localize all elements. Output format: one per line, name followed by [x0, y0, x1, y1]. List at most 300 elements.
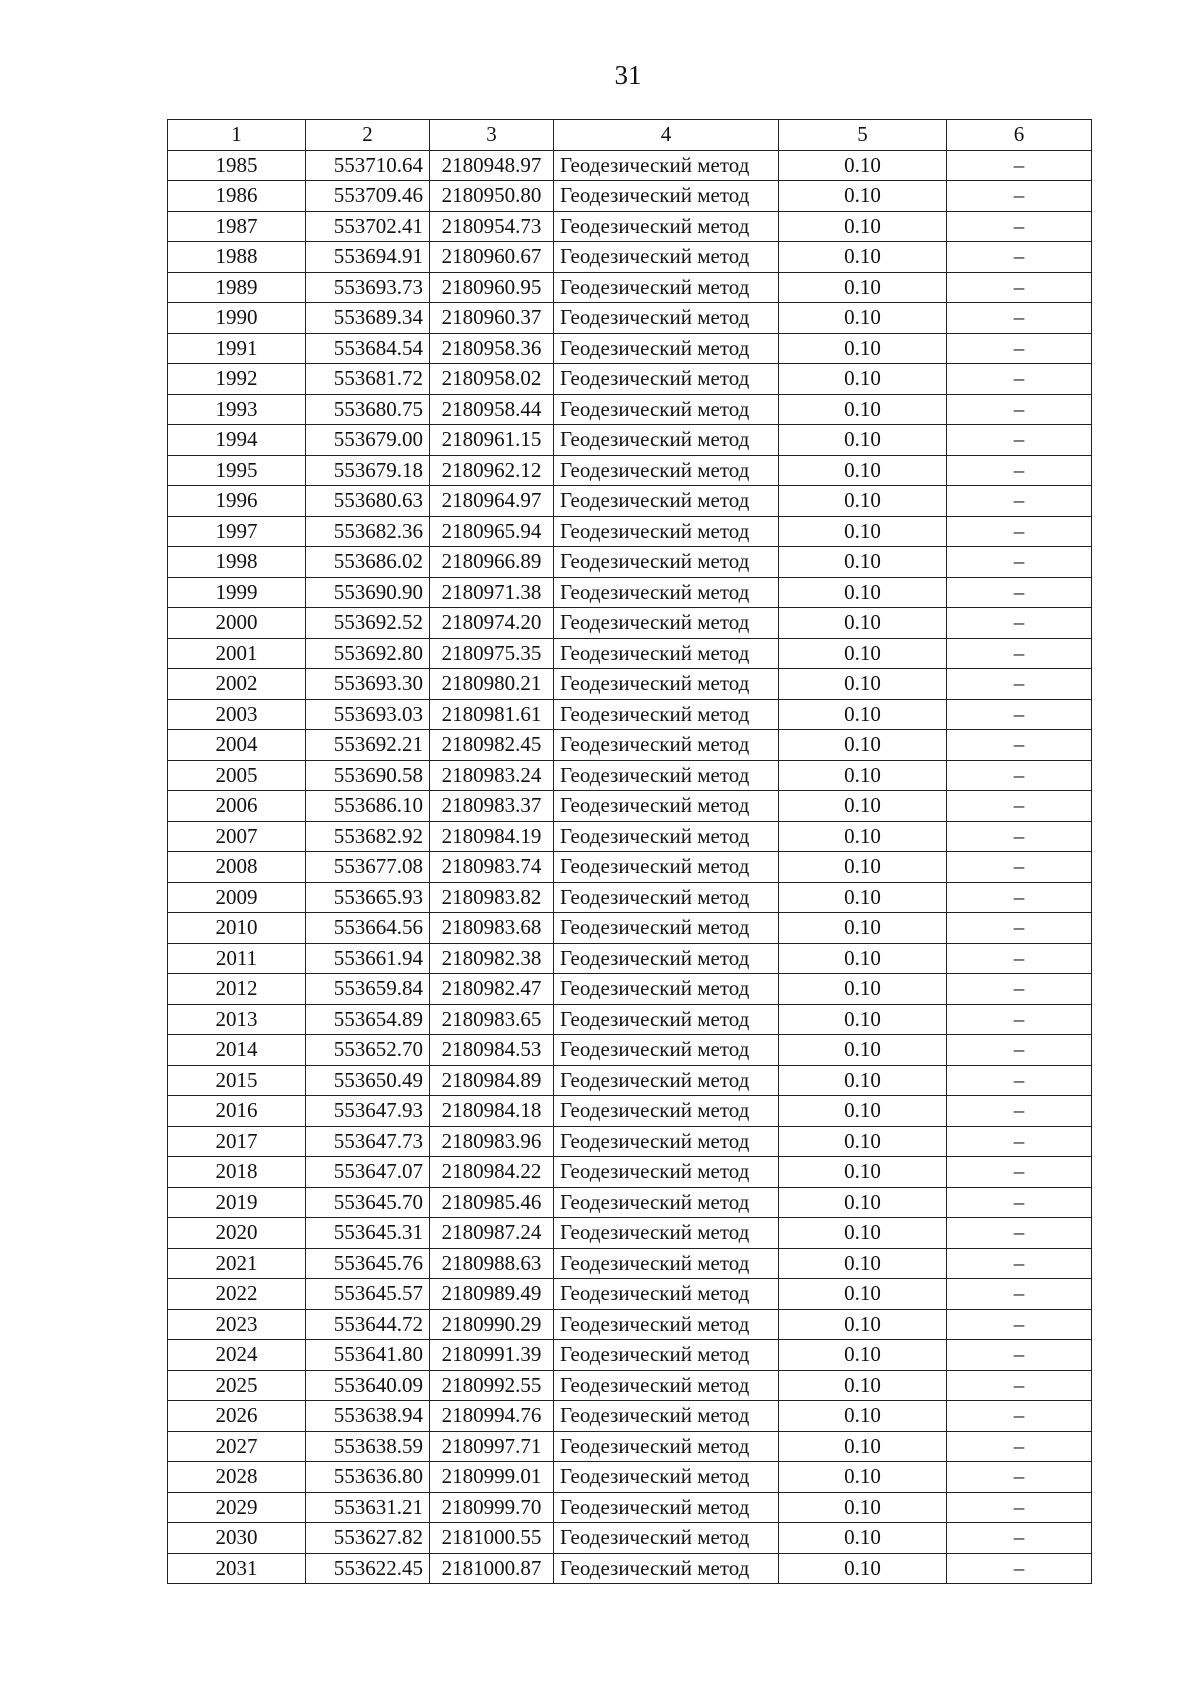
method-cell: Геодезический метод — [554, 1096, 779, 1127]
table-row — [168, 699, 1092, 730]
y-coordinate-cell: 2181000.87 — [430, 1553, 554, 1584]
table-row — [168, 730, 1092, 761]
point-number-cell: 2007 — [168, 821, 306, 852]
method-cell: Геодезический метод — [554, 486, 779, 517]
note-cell: – — [947, 425, 1092, 456]
note-cell: – — [947, 516, 1092, 547]
x-coordinate-cell: 553647.73 — [306, 1126, 430, 1157]
point-number-cell: 1986 — [168, 181, 306, 212]
table-row — [168, 1218, 1092, 1249]
note-cell: – — [947, 1004, 1092, 1035]
point-number-cell: 2019 — [168, 1187, 306, 1218]
point-number-cell: 2020 — [168, 1218, 306, 1249]
point-number-cell: 1993 — [168, 394, 306, 425]
method-cell: Геодезический метод — [554, 1065, 779, 1096]
point-number-cell: 1988 — [168, 242, 306, 273]
table-row — [168, 1553, 1092, 1584]
method-cell: Геодезический метод — [554, 699, 779, 730]
table-row — [168, 1492, 1092, 1523]
table-row — [168, 547, 1092, 578]
accuracy-cell: 0.10 — [779, 272, 947, 303]
accuracy-cell: 0.10 — [779, 547, 947, 578]
accuracy-cell: 0.10 — [779, 1462, 947, 1493]
accuracy-cell: 0.10 — [779, 1004, 947, 1035]
note-cell: – — [947, 1523, 1092, 1554]
table-row — [168, 913, 1092, 944]
point-number-cell: 1989 — [168, 272, 306, 303]
y-coordinate-cell: 2180983.37 — [430, 791, 554, 822]
table-row — [168, 242, 1092, 273]
method-cell: Геодезический метод — [554, 364, 779, 395]
table-row — [168, 974, 1092, 1005]
method-cell: Геодезический метод — [554, 1218, 779, 1249]
x-coordinate-cell: 553638.59 — [306, 1431, 430, 1462]
point-number-cell: 1990 — [168, 303, 306, 334]
accuracy-cell: 0.10 — [779, 791, 947, 822]
y-coordinate-cell: 2180982.38 — [430, 943, 554, 974]
x-coordinate-cell: 553644.72 — [306, 1309, 430, 1340]
point-number-cell: 2000 — [168, 608, 306, 639]
method-cell: Геодезический метод — [554, 577, 779, 608]
accuracy-cell: 0.10 — [779, 242, 947, 273]
accuracy-cell: 0.10 — [779, 882, 947, 913]
x-coordinate-cell: 553680.63 — [306, 486, 430, 517]
x-coordinate-cell: 553692.52 — [306, 608, 430, 639]
accuracy-cell: 0.10 — [779, 181, 947, 212]
table-row — [168, 1431, 1092, 1462]
method-cell: Геодезический метод — [554, 1553, 779, 1584]
point-number-cell: 2015 — [168, 1065, 306, 1096]
method-cell: Геодезический метод — [554, 516, 779, 547]
point-number-cell: 2003 — [168, 699, 306, 730]
y-coordinate-cell: 2180948.97 — [430, 150, 554, 181]
y-coordinate-cell: 2180961.15 — [430, 425, 554, 456]
note-cell: – — [947, 1035, 1092, 1066]
x-coordinate-cell: 553664.56 — [306, 913, 430, 944]
accuracy-cell: 0.10 — [779, 730, 947, 761]
point-number-cell: 1997 — [168, 516, 306, 547]
note-cell: – — [947, 1340, 1092, 1371]
method-cell: Геодезический метод — [554, 1492, 779, 1523]
point-number-cell: 1987 — [168, 211, 306, 242]
point-number-cell: 2008 — [168, 852, 306, 883]
note-cell: – — [947, 943, 1092, 974]
point-number-cell: 2023 — [168, 1309, 306, 1340]
table-row — [168, 1248, 1092, 1279]
method-cell: Геодезический метод — [554, 242, 779, 273]
table-row — [168, 425, 1092, 456]
table-row — [168, 333, 1092, 364]
note-cell: – — [947, 699, 1092, 730]
table-row — [168, 181, 1092, 212]
note-cell: – — [947, 1492, 1092, 1523]
y-coordinate-cell: 2180960.67 — [430, 242, 554, 273]
accuracy-cell: 0.10 — [779, 425, 947, 456]
point-number-cell: 1991 — [168, 333, 306, 364]
table-row — [168, 882, 1092, 913]
x-coordinate-cell: 553659.84 — [306, 974, 430, 1005]
table-row — [168, 608, 1092, 639]
table-row — [168, 852, 1092, 883]
point-number-cell: 2001 — [168, 638, 306, 669]
note-cell: – — [947, 730, 1092, 761]
table-row — [168, 1126, 1092, 1157]
y-coordinate-cell: 2180997.71 — [430, 1431, 554, 1462]
x-coordinate-cell: 553647.07 — [306, 1157, 430, 1188]
y-coordinate-cell: 2180999.70 — [430, 1492, 554, 1523]
point-number-cell: 2026 — [168, 1401, 306, 1432]
y-coordinate-cell: 2180994.76 — [430, 1401, 554, 1432]
note-cell: – — [947, 150, 1092, 181]
y-coordinate-cell: 2180984.89 — [430, 1065, 554, 1096]
table-row — [168, 516, 1092, 547]
y-coordinate-cell: 2180990.29 — [430, 1309, 554, 1340]
point-number-cell: 1994 — [168, 425, 306, 456]
point-number-cell: 2009 — [168, 882, 306, 913]
table-row — [168, 1462, 1092, 1493]
x-coordinate-cell: 553650.49 — [306, 1065, 430, 1096]
page-number: 31 — [614, 60, 642, 90]
point-number-cell: 2030 — [168, 1523, 306, 1554]
method-cell: Геодезический метод — [554, 272, 779, 303]
accuracy-cell: 0.10 — [779, 1523, 947, 1554]
table-row — [168, 303, 1092, 334]
x-coordinate-cell: 553690.58 — [306, 760, 430, 791]
note-cell: – — [947, 1065, 1092, 1096]
table-row — [168, 1187, 1092, 1218]
x-coordinate-cell: 553679.18 — [306, 455, 430, 486]
accuracy-cell: 0.10 — [779, 1370, 947, 1401]
note-cell: – — [947, 272, 1092, 303]
point-number-cell: 2021 — [168, 1248, 306, 1279]
note-cell: – — [947, 974, 1092, 1005]
method-cell: Геодезический метод — [554, 1523, 779, 1554]
y-coordinate-cell: 2180984.22 — [430, 1157, 554, 1188]
column-header: 6 — [947, 120, 1092, 151]
note-cell: – — [947, 1248, 1092, 1279]
note-cell: – — [947, 1096, 1092, 1127]
x-coordinate-cell: 553693.03 — [306, 699, 430, 730]
table-row — [168, 1157, 1092, 1188]
point-number-cell: 2012 — [168, 974, 306, 1005]
accuracy-cell: 0.10 — [779, 1065, 947, 1096]
method-cell: Геодезический метод — [554, 1248, 779, 1279]
table-row — [168, 364, 1092, 395]
accuracy-cell: 0.10 — [779, 913, 947, 944]
accuracy-cell: 0.10 — [779, 1157, 947, 1188]
accuracy-cell: 0.10 — [779, 1218, 947, 1249]
column-header: 3 — [430, 120, 554, 151]
x-coordinate-cell: 553661.94 — [306, 943, 430, 974]
table-row — [168, 272, 1092, 303]
method-cell: Геодезический метод — [554, 1279, 779, 1310]
column-header: 2 — [306, 120, 430, 151]
table-row — [168, 1279, 1092, 1310]
x-coordinate-cell: 553682.36 — [306, 516, 430, 547]
x-coordinate-cell: 553692.80 — [306, 638, 430, 669]
table-row — [168, 1004, 1092, 1035]
x-coordinate-cell: 553694.91 — [306, 242, 430, 273]
y-coordinate-cell: 2180974.20 — [430, 608, 554, 639]
note-cell: – — [947, 1187, 1092, 1218]
method-cell: Геодезический метод — [554, 1370, 779, 1401]
method-cell: Геодезический метод — [554, 638, 779, 669]
y-coordinate-cell: 2180983.24 — [430, 760, 554, 791]
method-cell: Геодезический метод — [554, 730, 779, 761]
point-number-cell: 2031 — [168, 1553, 306, 1584]
x-coordinate-cell: 553702.41 — [306, 211, 430, 242]
method-cell: Геодезический метод — [554, 943, 779, 974]
y-coordinate-cell: 2180983.82 — [430, 882, 554, 913]
table-row — [168, 1035, 1092, 1066]
y-coordinate-cell: 2180988.63 — [430, 1248, 554, 1279]
table-row — [168, 150, 1092, 181]
x-coordinate-cell: 553645.70 — [306, 1187, 430, 1218]
y-coordinate-cell: 2180964.97 — [430, 486, 554, 517]
method-cell: Геодезический метод — [554, 1340, 779, 1371]
y-coordinate-cell: 2180984.18 — [430, 1096, 554, 1127]
x-coordinate-cell: 553692.21 — [306, 730, 430, 761]
y-coordinate-cell: 2181000.55 — [430, 1523, 554, 1554]
note-cell: – — [947, 669, 1092, 700]
point-number-cell: 1996 — [168, 486, 306, 517]
y-coordinate-cell: 2180975.35 — [430, 638, 554, 669]
note-cell: – — [947, 486, 1092, 517]
accuracy-cell: 0.10 — [779, 852, 947, 883]
method-cell: Геодезический метод — [554, 1004, 779, 1035]
note-cell: – — [947, 333, 1092, 364]
note-cell: – — [947, 455, 1092, 486]
note-cell: – — [947, 577, 1092, 608]
x-coordinate-cell: 553665.93 — [306, 882, 430, 913]
note-cell: – — [947, 1279, 1092, 1310]
y-coordinate-cell: 2180983.68 — [430, 913, 554, 944]
x-coordinate-cell: 553710.64 — [306, 150, 430, 181]
method-cell: Геодезический метод — [554, 974, 779, 1005]
note-cell: – — [947, 181, 1092, 212]
table-row — [168, 455, 1092, 486]
x-coordinate-cell: 553693.73 — [306, 272, 430, 303]
y-coordinate-cell: 2180983.65 — [430, 1004, 554, 1035]
table-row — [168, 577, 1092, 608]
method-cell: Геодезический метод — [554, 882, 779, 913]
table-row — [168, 486, 1092, 517]
x-coordinate-cell: 553709.46 — [306, 181, 430, 212]
accuracy-cell: 0.10 — [779, 1431, 947, 1462]
note-cell: – — [947, 1370, 1092, 1401]
table-row — [168, 791, 1092, 822]
method-cell: Геодезический метод — [554, 821, 779, 852]
accuracy-cell: 0.10 — [779, 1492, 947, 1523]
accuracy-cell: 0.10 — [779, 669, 947, 700]
accuracy-cell: 0.10 — [779, 1401, 947, 1432]
accuracy-cell: 0.10 — [779, 1340, 947, 1371]
accuracy-cell: 0.10 — [779, 608, 947, 639]
y-coordinate-cell: 2180958.44 — [430, 394, 554, 425]
note-cell: – — [947, 1218, 1092, 1249]
accuracy-cell: 0.10 — [779, 821, 947, 852]
column-header: 1 — [168, 120, 306, 151]
y-coordinate-cell: 2180991.39 — [430, 1340, 554, 1371]
y-coordinate-cell: 2180950.80 — [430, 181, 554, 212]
x-coordinate-cell: 553684.54 — [306, 333, 430, 364]
x-coordinate-cell: 553631.21 — [306, 1492, 430, 1523]
point-number-cell: 1995 — [168, 455, 306, 486]
table-row — [168, 1523, 1092, 1554]
method-cell: Геодезический метод — [554, 425, 779, 456]
point-number-cell: 2013 — [168, 1004, 306, 1035]
method-cell: Геодезический метод — [554, 1126, 779, 1157]
x-coordinate-cell: 553693.30 — [306, 669, 430, 700]
point-number-cell: 2018 — [168, 1157, 306, 1188]
point-number-cell: 1992 — [168, 364, 306, 395]
point-number-cell: 2022 — [168, 1279, 306, 1310]
method-cell: Геодезический метод — [554, 1309, 779, 1340]
y-coordinate-cell: 2180984.19 — [430, 821, 554, 852]
accuracy-cell: 0.10 — [779, 394, 947, 425]
table-row — [168, 638, 1092, 669]
accuracy-cell: 0.10 — [779, 486, 947, 517]
method-cell: Геодезический метод — [554, 1035, 779, 1066]
x-coordinate-cell: 553645.57 — [306, 1279, 430, 1310]
accuracy-cell: 0.10 — [779, 1309, 947, 1340]
point-number-cell: 2014 — [168, 1035, 306, 1066]
table-row — [168, 1309, 1092, 1340]
x-coordinate-cell: 553690.90 — [306, 577, 430, 608]
accuracy-cell: 0.10 — [779, 974, 947, 1005]
x-coordinate-cell: 553645.31 — [306, 1218, 430, 1249]
y-coordinate-cell: 2180960.95 — [430, 272, 554, 303]
note-cell: – — [947, 1462, 1092, 1493]
y-coordinate-cell: 2180980.21 — [430, 669, 554, 700]
y-coordinate-cell: 2180983.96 — [430, 1126, 554, 1157]
x-coordinate-cell: 553654.89 — [306, 1004, 430, 1035]
table-row — [168, 760, 1092, 791]
accuracy-cell: 0.10 — [779, 760, 947, 791]
method-cell: Геодезический метод — [554, 303, 779, 334]
point-number-cell: 2028 — [168, 1462, 306, 1493]
point-number-cell: 2005 — [168, 760, 306, 791]
accuracy-cell: 0.10 — [779, 211, 947, 242]
accuracy-cell: 0.10 — [779, 150, 947, 181]
method-cell: Геодезический метод — [554, 1401, 779, 1432]
method-cell: Геодезический метод — [554, 913, 779, 944]
x-coordinate-cell: 553652.70 — [306, 1035, 430, 1066]
note-cell: – — [947, 1309, 1092, 1340]
x-coordinate-cell: 553627.82 — [306, 1523, 430, 1554]
accuracy-cell: 0.10 — [779, 1187, 947, 1218]
x-coordinate-cell: 553645.76 — [306, 1248, 430, 1279]
y-coordinate-cell: 2180985.46 — [430, 1187, 554, 1218]
point-number-cell: 2006 — [168, 791, 306, 822]
x-coordinate-cell: 553640.09 — [306, 1370, 430, 1401]
note-cell: – — [947, 1431, 1092, 1462]
method-cell: Геодезический метод — [554, 394, 779, 425]
note-cell: – — [947, 364, 1092, 395]
point-number-cell: 2004 — [168, 730, 306, 761]
method-cell: Геодезический метод — [554, 1187, 779, 1218]
note-cell: – — [947, 852, 1092, 883]
y-coordinate-cell: 2180958.36 — [430, 333, 554, 364]
table-row — [168, 394, 1092, 425]
accuracy-cell: 0.10 — [779, 516, 947, 547]
point-number-cell: 2029 — [168, 1492, 306, 1523]
note-cell: – — [947, 242, 1092, 273]
note-cell: – — [947, 394, 1092, 425]
note-cell: – — [947, 760, 1092, 791]
x-coordinate-cell: 553686.02 — [306, 547, 430, 578]
point-number-cell: 2025 — [168, 1370, 306, 1401]
point-number-cell: 2002 — [168, 669, 306, 700]
table-row — [168, 821, 1092, 852]
accuracy-cell: 0.10 — [779, 303, 947, 334]
y-coordinate-cell: 2180958.02 — [430, 364, 554, 395]
header-row — [168, 120, 1092, 151]
accuracy-cell: 0.10 — [779, 1279, 947, 1310]
method-cell: Геодезический метод — [554, 333, 779, 364]
y-coordinate-cell: 2180971.38 — [430, 577, 554, 608]
method-cell: Геодезический метод — [554, 547, 779, 578]
y-coordinate-cell: 2180954.73 — [430, 211, 554, 242]
note-cell: – — [947, 608, 1092, 639]
x-coordinate-cell: 553622.45 — [306, 1553, 430, 1584]
method-cell: Геодезический метод — [554, 1431, 779, 1462]
note-cell: – — [947, 303, 1092, 334]
accuracy-cell: 0.10 — [779, 577, 947, 608]
table-row — [168, 669, 1092, 700]
x-coordinate-cell: 553636.80 — [306, 1462, 430, 1493]
note-cell: – — [947, 547, 1092, 578]
table-row — [168, 1401, 1092, 1432]
table-row — [168, 1065, 1092, 1096]
x-coordinate-cell: 553686.10 — [306, 791, 430, 822]
accuracy-cell: 0.10 — [779, 638, 947, 669]
accuracy-cell: 0.10 — [779, 699, 947, 730]
x-coordinate-cell: 553641.80 — [306, 1340, 430, 1371]
note-cell: – — [947, 1401, 1092, 1432]
x-coordinate-cell: 553689.34 — [306, 303, 430, 334]
table-row — [168, 1370, 1092, 1401]
y-coordinate-cell: 2180981.61 — [430, 699, 554, 730]
x-coordinate-cell: 553679.00 — [306, 425, 430, 456]
note-cell: – — [947, 791, 1092, 822]
point-number-cell: 2017 — [168, 1126, 306, 1157]
point-number-cell: 2024 — [168, 1340, 306, 1371]
note-cell: – — [947, 1553, 1092, 1584]
x-coordinate-cell: 553638.94 — [306, 1401, 430, 1432]
y-coordinate-cell: 2180962.12 — [430, 455, 554, 486]
column-header: 5 — [779, 120, 947, 151]
table-row — [168, 1340, 1092, 1371]
x-coordinate-cell: 553682.92 — [306, 821, 430, 852]
x-coordinate-cell: 553677.08 — [306, 852, 430, 883]
y-coordinate-cell: 2180982.45 — [430, 730, 554, 761]
accuracy-cell: 0.10 — [779, 1248, 947, 1279]
point-number-cell: 2011 — [168, 943, 306, 974]
method-cell: Геодезический метод — [554, 150, 779, 181]
y-coordinate-cell: 2180984.53 — [430, 1035, 554, 1066]
point-number-cell: 2010 — [168, 913, 306, 944]
y-coordinate-cell: 2180965.94 — [430, 516, 554, 547]
y-coordinate-cell: 2180992.55 — [430, 1370, 554, 1401]
accuracy-cell: 0.10 — [779, 1126, 947, 1157]
method-cell: Геодезический метод — [554, 211, 779, 242]
x-coordinate-cell: 553647.93 — [306, 1096, 430, 1127]
y-coordinate-cell: 2180983.74 — [430, 852, 554, 883]
table-body — [168, 150, 1092, 1584]
y-coordinate-cell: 2180987.24 — [430, 1218, 554, 1249]
accuracy-cell: 0.10 — [779, 1553, 947, 1584]
